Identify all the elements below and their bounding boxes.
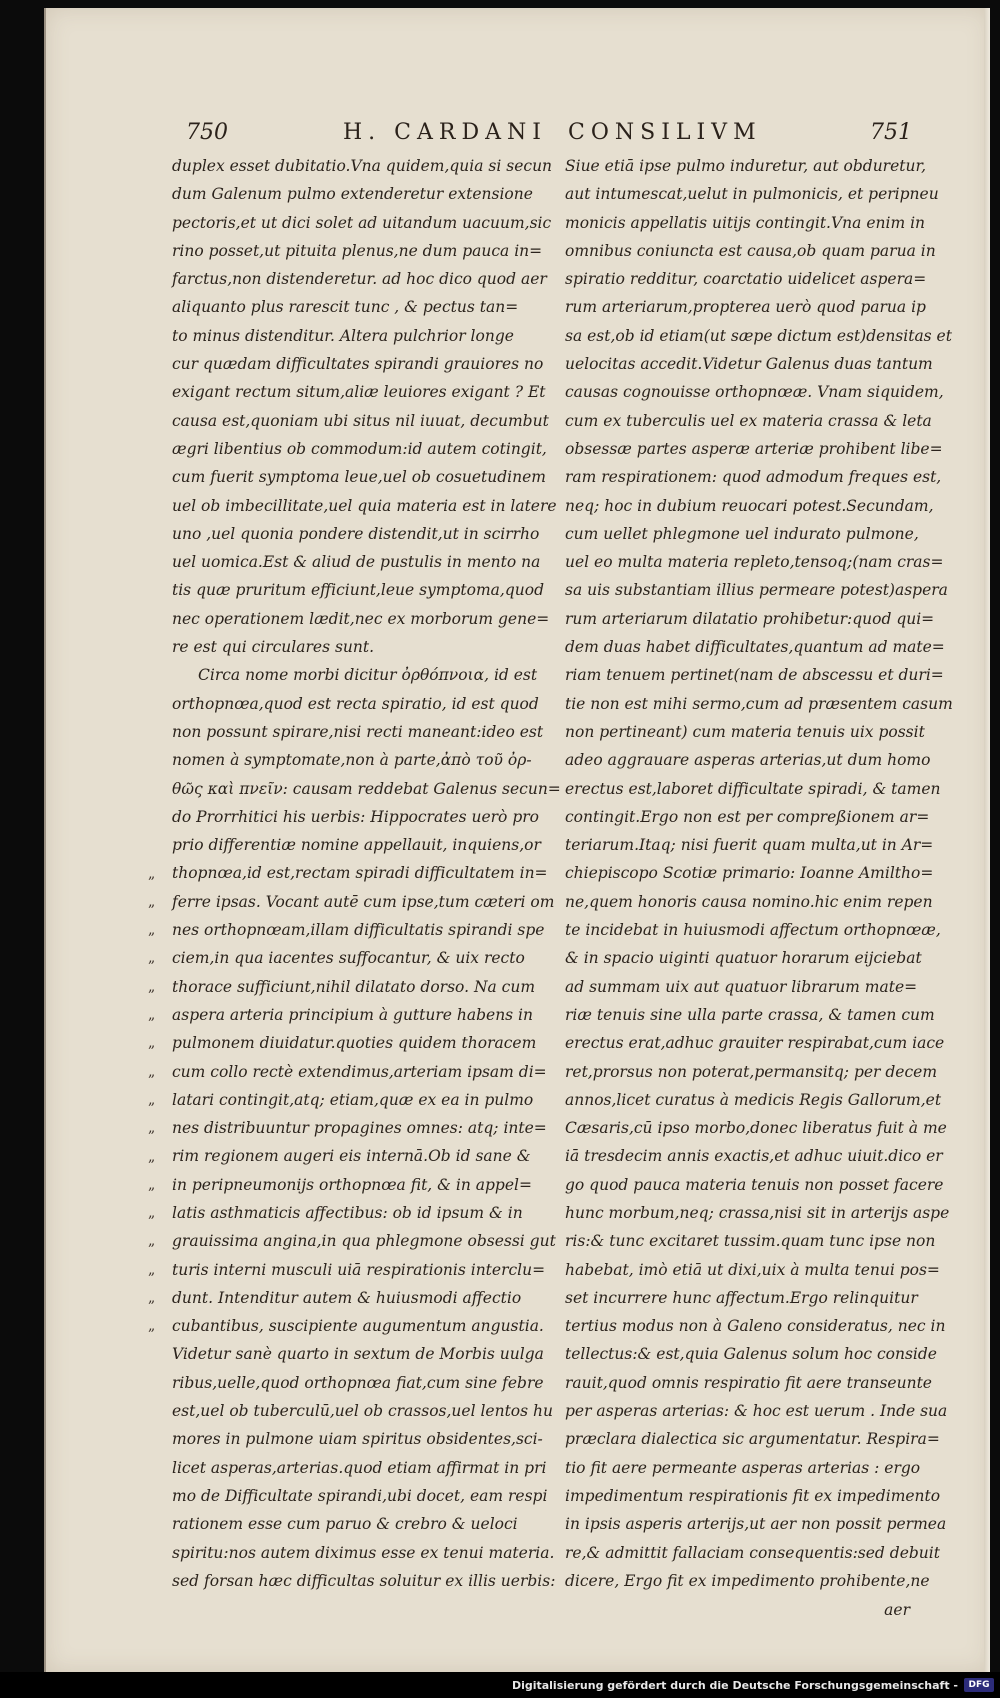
text-line: spiritu:nos autem diximus esse ex tenui materia. [172,1543,555,1562]
quote-mark: „ [148,1261,156,1278]
text-line: uno ,uel quonia pondere distendit,ut in scirrho [172,524,540,543]
text-line: tertius modus non à Galeno consideratus, nec in [565,1317,946,1336]
text-line: ram respirationem: quod admodum freques est, [565,468,942,487]
text-line: non possunt spirare,nisi recti maneant:ideo est [172,722,544,741]
quote-mark: „ [148,1233,156,1250]
quote-mark: „ [148,893,156,910]
text-line: Circa nome morbi dicitur ὀρθόπνοια, id est [198,666,538,685]
text-line: licet asperas,arterias.quod etiam affirmat in pri [172,1458,547,1477]
text-line: tio fit aere permeante asperas arterias : ergo [565,1458,921,1477]
text-line: cum fuerit symptoma leue,uel ob cosuetudinem [172,468,546,487]
text-line: rum arteriarum,propterea uerò quod parua ip [565,298,926,317]
text-line: tie non est mihi sermo,cum ad præsentem casum [565,694,953,713]
text-line: tis quæ pruritum efficiunt,leue symptoma,quod [172,581,544,600]
text-line: orthopnœa,quod est recta spiratio, id est quod [172,694,539,713]
footer-bar [0,1672,1000,1698]
text-line: ad summam uix aut quatuor librarum mate= [565,977,918,996]
text-line: rationem esse cum paruo & crebro & ueloci [172,1515,518,1534]
text-line: Siue etiā ipse pulmo induretur, aut obduretur, [565,157,927,175]
text-line: mores in pulmone uiam spiritus obsidentes,sci- [172,1430,543,1449]
text-line: iā tresdecim annis exactis,et adhuc uiuit.dico er [565,1147,943,1166]
quote-mark: „ [148,1063,156,1080]
text-line: causa est,quoniam ubi situs nil iuuat, decumbut [172,411,549,430]
running-title-right: CONSILIVM [568,120,762,145]
text-line: grauissima angina,in qua phlegmone obsessi gut [172,1232,556,1251]
text-line: uel uomica.Est & aliud de pustulis in mento na [172,553,541,572]
text-line: annos,licet curatus à medicis Regis Gallorum,et [565,1090,942,1109]
page-edge [984,8,990,1672]
text-line: monicis appellatis uitijs contingit.Vna enim in [565,213,926,232]
text-line: riam tenuem pertinet(nam de abscessu et duri= [565,666,944,685]
text-line: pectoris,et ut dici solet ad uitandum uacuum,sic [172,213,552,232]
text-line: per asperas arterias: & hoc est uerum . Inde sua [565,1402,948,1421]
text-line: cur quædam difficultates spirandi grauiores no [172,355,544,374]
text-line: præclara dialectica sic argumentatur. Respira= [565,1430,940,1449]
text-line: farctus,non distenderetur. ad hoc dico quod aer [172,270,547,289]
quote-mark: „ [148,950,156,967]
text-line: cubantibus, suscipiente augumentum angustia. [172,1317,544,1336]
left-text-column [172,152,561,1595]
right-text-column [565,152,953,1595]
quote-mark: „ [148,978,156,995]
text-line: dunt. Intenditur autem & huiusmodi affectio [172,1288,522,1307]
text-line: in peripneumonijs orthopnœa fit, & in appel= [172,1175,532,1194]
text-line: ret,prorsus non poterat,permansitq; per decem [565,1062,938,1081]
text-line: Videtur sanè quarto in sextum de Morbis uulga [172,1345,544,1364]
text-line: riæ tenuis sine ulla parte crassa, & tamen cum [565,1005,935,1024]
text-line: prio differentiæ nomine appellauit, inquiens,or [172,836,541,855]
text-line: uelocitas accedit.Videtur Galenus duas tantum [565,355,933,374]
text-line: ris:& tunc excitaret tussim.quam tunc ipse non [565,1232,936,1251]
text-line: cum uellet phlegmone uel indurato pulmone, [565,524,919,543]
text-line: nec operationem lædit,nec ex morborum gene= [172,609,550,628]
text-line: turis interni musculi uiā respirationis interclu= [172,1260,546,1279]
text-line: sed forsan hæc difficultas soluitur ex illis uerbis: [172,1571,556,1590]
text-line: thorace sufficiunt,nihil dilatato dorso. Na cum [172,977,536,996]
text-line: uel eo multa materia repleto,tensoq;(nam cras= [565,553,944,572]
text-line: obsessæ partes asperæ arteriæ prohibent libe= [565,439,943,458]
quote-mark: „ [148,1290,156,1306]
text-line: adeo aggrauare asperas arterias,ut dum homo [565,751,931,770]
text-line: Cæsaris,cū ipso morbo,donec liberatus fuit à me [565,1119,947,1138]
quote-mark: „ [148,1091,156,1108]
quote-mark: „ [148,1035,156,1052]
text-line: hunc morbum,neq; crassa,nisi sit in arterijs aspe [565,1203,950,1222]
text-line: te incidebat in huiusmodi affectum orthopnœæ, [565,921,941,940]
text-line: erectus erat,adhuc grauiter respirabat,cum iace [565,1034,945,1053]
text-line: erectus est,laboret difficultate spiradi, & tamen [565,779,941,798]
text-line: omnibus coniuncta est causa,ob quam parua in [565,241,936,260]
text-line: rum arteriarum dilatatio prohibetur:quod qui= [565,609,935,628]
funding-credit: Digitalisierung gefördert durch die Deutsche Forschungsgemeinschaft - [511,1679,958,1692]
text-line: aut intumescat,uelut in pulmonicis, et peripneu [565,185,939,204]
text-line: est,uel ob tuberculū,uel ob crassos,uel lentos hu [172,1402,553,1421]
text-line: duplex esset dubitatio.Vna quidem,quia si secun [172,157,553,175]
running-title-left: H. CARDANI [343,120,547,145]
catchword-wrap [850,1596,910,1624]
text-line: dum Galenum pulmo extenderetur extensione [172,185,533,204]
text-line: rim regionem augeri eis internā.Ob id sane & [172,1147,531,1166]
text-line: nes distribuuntur propagines omnes: atq; inte= [172,1119,547,1138]
text-line: re est qui circulares sunt. [172,638,375,657]
text-line: aliquanto plus rarescit tunc , & pectus tan= [172,298,519,317]
text-line: sa uis substantiam illius permeare potest)aspera [565,581,948,600]
text-line: to minus distenditur. Altera pulchrior longe [172,326,514,345]
text-line: in ipsis asperis arterijs,ut aer non possit permea [565,1515,947,1534]
text-line: contingit.Ergo non est per compreßionem ar= [565,807,930,826]
text-line: ne,quem honoris causa nomino.hic enim repen [565,892,933,911]
text-line: teriarum.Itaq; nisi fuerit quam multa,ut in Ar= [565,836,934,855]
quote-mark: „ [148,922,156,939]
text-line: latari contingit,atq; etiam,quæ ex ea in pulmo [172,1090,534,1109]
text-line: nes orthopnœam,illam difficultatis spirandi spe [172,921,545,940]
text-line: θῶς καὶ πνεῖν: causam reddebat Galenus secun= [172,779,561,798]
quote-mark: „ [148,1205,156,1222]
text-line: go quod pauca materia tenuis non posset facere [565,1175,944,1194]
text-line: ribus,uelle,quod orthopnœa fiat,cum sine febre [172,1373,544,1392]
text-line: dicere, Ergo fit ex impedimento prohibente,ne [565,1571,930,1590]
text-line: causas cognouisse orthopnœæ. Vnam siquidem, [565,383,944,402]
text-line: mo de Difficultate spirandi,ubi docet, eam respi [172,1486,548,1505]
text-line: ferre ipsas. Vocant autē cum ipse,tum cæteri om [172,892,555,911]
text-line: tellectus:& est,quia Galenus solum hoc conside [565,1345,937,1364]
text-line: re,& admittit fallaciam consequentis:sed debuit [565,1543,940,1562]
quote-mark: „ [148,1318,156,1335]
text-line: pulmonem diuidatur.quoties quidem thoracem [172,1034,537,1053]
text-line: latis asthmaticis affectibus: ob id ipsum & in [172,1203,523,1222]
running-header [0,120,1000,150]
text-line: impedimentum respirationis fit ex impedimento [565,1486,941,1505]
text-line: cum collo rectè extendimus,arteriam ipsam di= [172,1062,547,1081]
quote-mark: „ [148,1120,156,1137]
text-line: cum ex tuberculis uel ex materia crassa & leta [565,411,932,430]
quote-mark: „ [148,1176,156,1193]
text-line: ægri libentius ob commodum:id autem cotingit, [172,439,547,458]
catchword: aer [884,1601,910,1619]
text-line: chiepiscopo Scotiæ primario: Ioanne Amiltho= [565,864,934,883]
text-line: spiratio redditur, coarctatio uidelicet aspera= [565,270,927,289]
text-line: sa est,ob id etiam(ut sæpe dictum est)densitas et [565,326,952,345]
text-line: habebat, imò etiā ut dixi,uix à multa tenui pos= [565,1260,940,1279]
text-line: exigant rectum situm,aliæ leuiores exigant ? Et [172,383,546,402]
text-line: neq; hoc in dubium reuocari potest.Secundam, [565,496,934,515]
text-line: rino posset,ut pituita plenus,ne dum pauca in= [172,241,543,260]
page-number-left: 750 [186,120,228,145]
text-line: set incurrere hunc affectum.Ergo relinquitur [565,1288,918,1307]
text-line: & in spacio uiginti quatuor horarum eijciebat [565,949,922,968]
text-line: do Prorrhitici his uerbis: Hippocrates uerò pro [172,807,539,826]
text-line: nomen à symptomate,non à parte,ἀπὸ τοῦ ὀρ- [172,751,532,770]
text-line: non pertineant) cum materia tenuis uix possit [565,722,925,741]
dfg-logo: DFG [964,1678,994,1692]
text-line: dem duas habet difficultates,quantum ad mate= [565,638,945,657]
text-line: thopnœa,id est,rectam spiradi difficultatem in= [172,864,548,883]
text-line: rauit,quod omnis respiratio fit aere transeunte [565,1373,932,1392]
text-line: aspera arteria principium à gutture habens in [172,1005,533,1024]
quote-mark: „ [148,1148,156,1165]
page-number-right: 751 [870,120,912,145]
quote-mark: „ [148,865,156,882]
text-line: ciem,in qua iacentes suffocantur, & uix recto [172,949,525,968]
text-line: uel ob imbecillitate,uel quia materia est in latere [172,496,557,515]
quote-mark: „ [148,1007,156,1023]
